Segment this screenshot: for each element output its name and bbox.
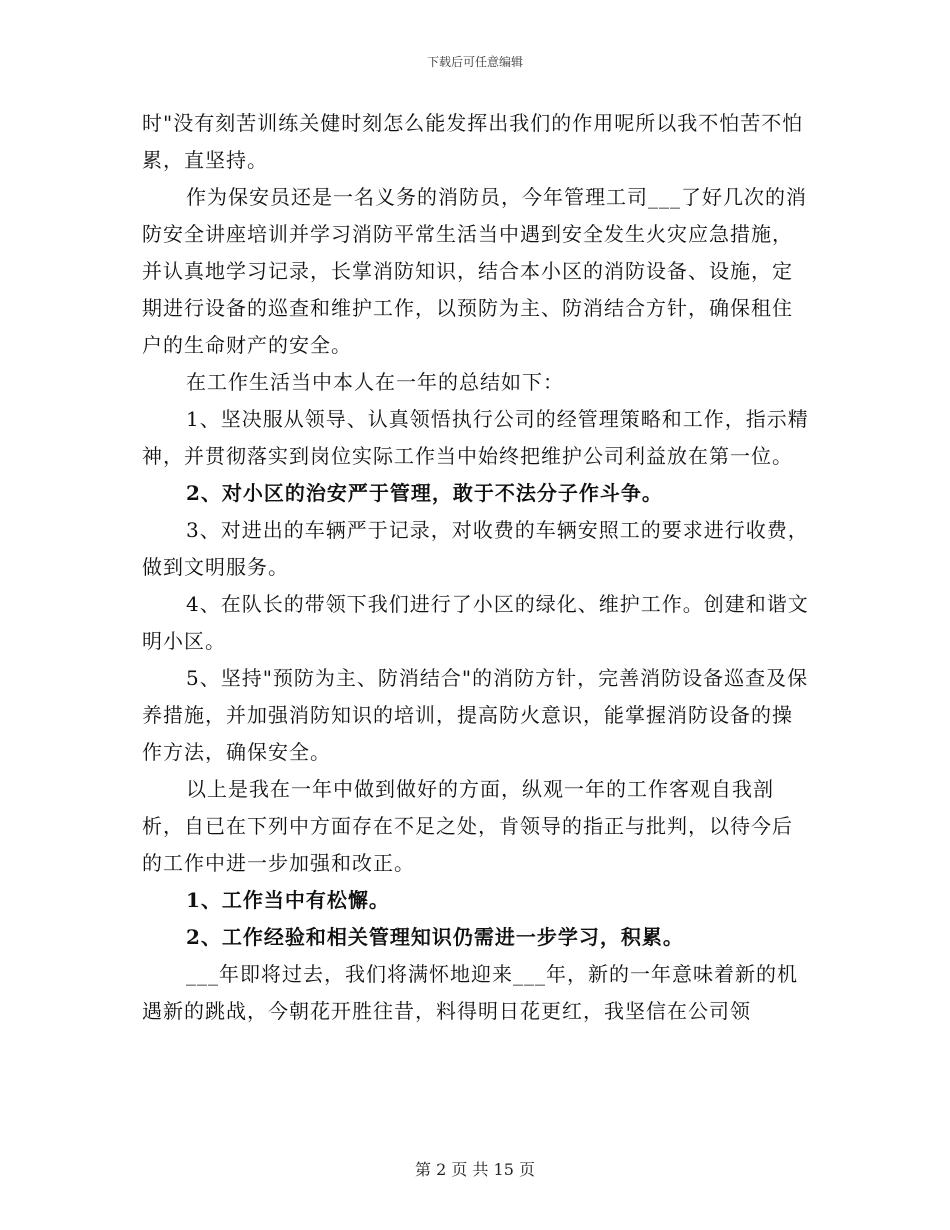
page-footer: 第 2 页 共 15 页 xyxy=(415,1160,535,1179)
paragraph-9: 以上是我在一年中做到做好的方面，纵观一年的工作客观自我剖析，自已在下列中方面存在不足之处，肯领导的指正与批判，以待今后的工作中进一步加强和改正。 xyxy=(142,777,793,875)
paragraph-2: 作为保安员还是一名义务的消防员，今年管理工司___了好几次的消防安全讲座培训并学习消防平常生活当中遇到安全发生火灾应急措施，并认真地学习记录，长掌消防知识，结合本小区的消防设备、设施，定期进行设备的巡查和维护工作，以预防为主、防消结合方针，确保租住户的生命财产的安全。 xyxy=(142,185,807,357)
paragraph-8: 5、坚持"预防为主、防消结合"的消防方针，完善消防设备巡查及保养措施，并加强消防知识的培训，提高防火意识，能掌握消防设备的操作方法，确保安全。 xyxy=(142,666,809,764)
paragraph-6: 3、对进出的车辆严于记录，对收费的车辆安照工的要求进行收费，做到文明服务。 xyxy=(142,518,809,579)
paragraph-1: 时"没有刻苦训练关健时刻怎么能发挥出我们的作用呢所以我不怕苦不怕累，直坚持。 xyxy=(142,111,804,172)
paragraph-3: 在工作生活当中本人在一年的总结如下： xyxy=(186,370,564,394)
page-header: 下载后可任意编辑 xyxy=(426,55,523,69)
paragraph-11: 2、工作经验和相关管理知识仍需进一步学习，积累。 xyxy=(186,925,684,949)
paragraph-12: ___年即将过去，我们将满怀地迎来___年，新的一年意味着新的机遇新的跳战，今朝花开胜往昔，料得明日花更红，我坚信在公司领 xyxy=(142,962,798,1023)
document-body xyxy=(142,105,812,1030)
paragraph-5: 2、对小区的治安严于管理，敢于不法分子作斗争。 xyxy=(186,481,663,505)
paragraph-7: 4、在队长的带领下我们进行了小区的绿化、维护工作。创建和谐文明小区。 xyxy=(142,592,809,653)
paragraph-4: 1、坚决服从领导、认真领悟执行公司的经管理策略和工作，指示精神，并贯彻落实到岗位实际工作当中始终把维护公司利益放在第一位。 xyxy=(142,407,809,468)
paragraph-10: 1、工作当中有松懈。 xyxy=(186,888,390,912)
